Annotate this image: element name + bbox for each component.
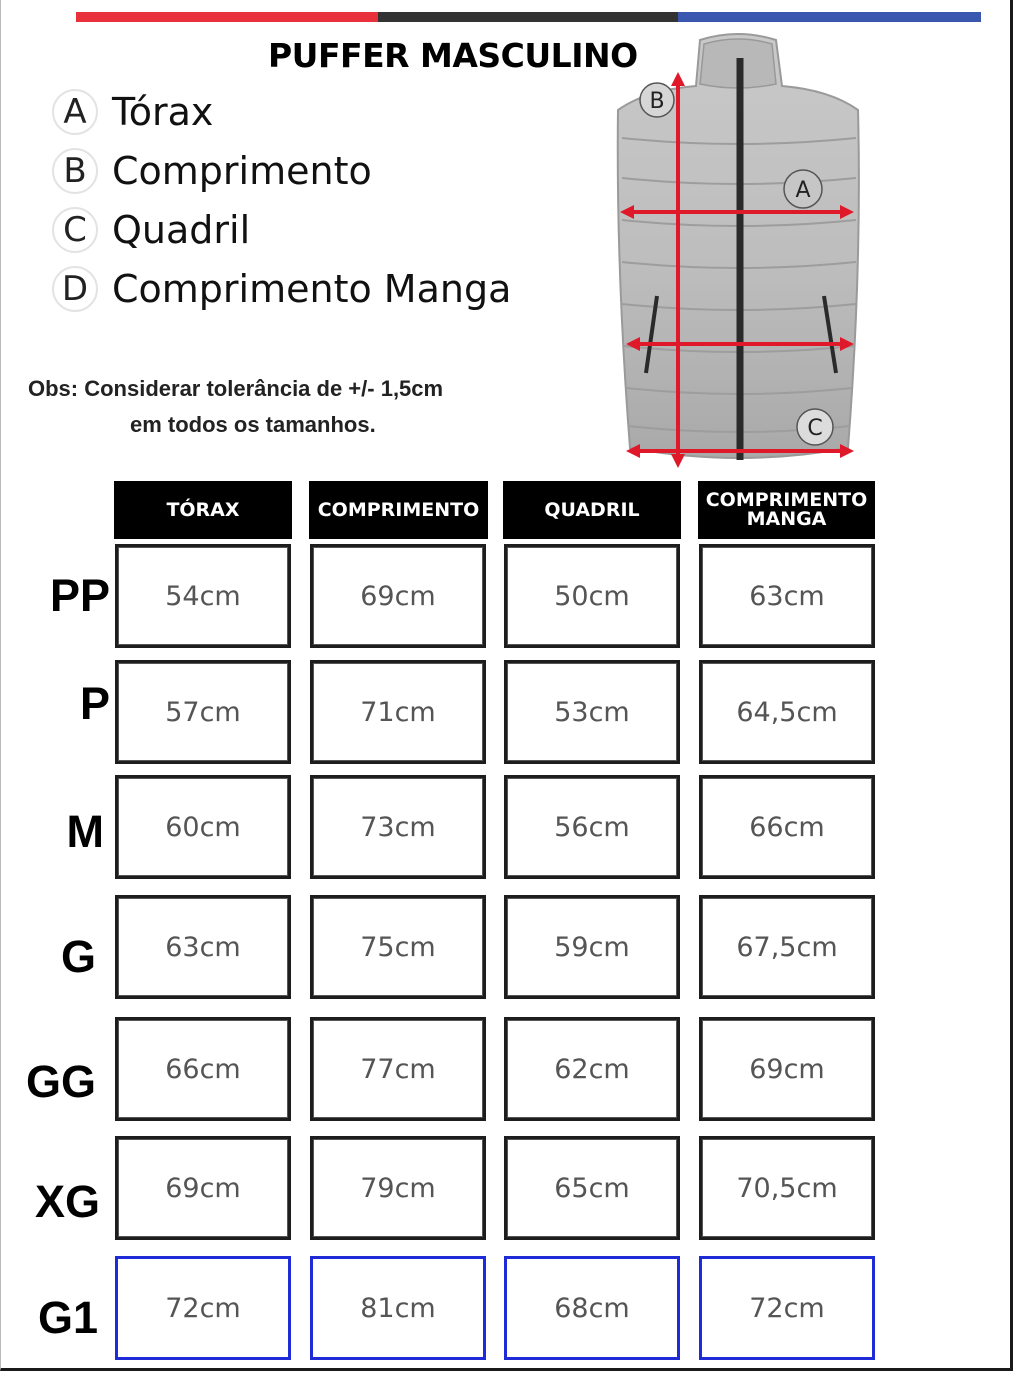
tolerance-note [28,371,528,443]
legend-item-a [52,82,511,141]
marker-c [797,409,833,445]
size-label-g: G [60,931,96,982]
cell-gg-comprimento: 77cm [310,1017,486,1121]
cell-xg-comprimento-manga: 70,5cm [699,1136,875,1240]
stripe-blue [678,12,981,22]
cell-gg-torax: 66cm [115,1017,291,1121]
size-label-p: P [79,678,110,729]
cell-pp-comprimento-manga: 63cm [699,544,875,648]
cell-pp-comprimento: 69cm [310,544,486,648]
cell-xg-comprimento: 79cm [310,1136,486,1240]
legend-item-d [52,259,511,318]
legend-label-c: Quadril [112,207,251,252]
marker-a [784,170,822,208]
cell-g-comprimento-manga: 67,5cm [699,895,875,999]
svg-text:C: C [807,416,823,441]
size-label-pp: PP [49,570,110,621]
size-label-gg: GG [25,1056,96,1107]
legend-item-b [52,141,511,200]
marker-b [640,83,674,117]
size-label-xg: XG [34,1176,100,1227]
legend-badge-d: D [52,266,98,312]
cell-m-quadril: 56cm [504,775,680,879]
header-quadril: QUADRIL [503,481,681,539]
cell-g1-torax: 72cm [115,1256,291,1360]
cell-g1-comprimento-manga: 72cm [699,1256,875,1360]
cell-gg-comprimento-manga: 69cm [699,1017,875,1121]
cell-pp-quadril: 50cm [504,544,680,648]
legend-label-a: Tórax [112,89,214,134]
svg-text:B: B [649,89,665,114]
cell-m-torax: 60cm [115,775,291,879]
cell-gg-quadril: 62cm [504,1017,680,1121]
cell-xg-quadril: 65cm [504,1136,680,1240]
cell-p-quadril: 53cm [504,660,680,764]
cell-g-torax: 63cm [115,895,291,999]
cell-p-comprimento: 71cm [310,660,486,764]
cell-p-torax: 57cm [115,660,291,764]
tolerance-note-line2: em todos os tamanhos. [130,412,376,437]
legend-badge-a: A [52,89,98,135]
vest-diagram [600,28,870,468]
header-comprimento-manga: COMPRIMENTO MANGA [698,481,875,539]
cell-p-comprimento-manga: 64,5cm [699,660,875,764]
cell-m-comprimento: 73cm [310,775,486,879]
header-comprimento: COMPRIMENTO [309,481,488,539]
cell-pp-torax: 54cm [115,544,291,648]
legend-badge-c: C [52,207,98,253]
measurement-legend [52,82,511,318]
stripe-red [76,12,378,22]
cell-g-quadril: 59cm [504,895,680,999]
legend-label-d: Comprimento Manga [112,266,512,311]
cell-g1-quadril: 68cm [504,1256,680,1360]
tolerance-note-line1: Obs: Considerar tolerância de +/- 1,5cm [28,376,444,401]
cell-xg-torax: 69cm [115,1136,291,1240]
svg-text:A: A [795,178,811,203]
cell-g1-comprimento: 81cm [310,1256,486,1360]
cell-g-comprimento: 75cm [310,895,486,999]
page-title: PUFFER MASCULINO [268,36,638,75]
stripe-dark [378,12,678,22]
legend-item-c [52,200,511,259]
header-torax: TÓRAX [114,481,292,539]
size-label-g1: G1 [37,1292,98,1343]
cell-m-comprimento-manga: 66cm [699,775,875,879]
legend-badge-b: B [52,148,98,194]
legend-label-b: Comprimento [112,148,372,193]
size-label-m: M [66,806,104,857]
